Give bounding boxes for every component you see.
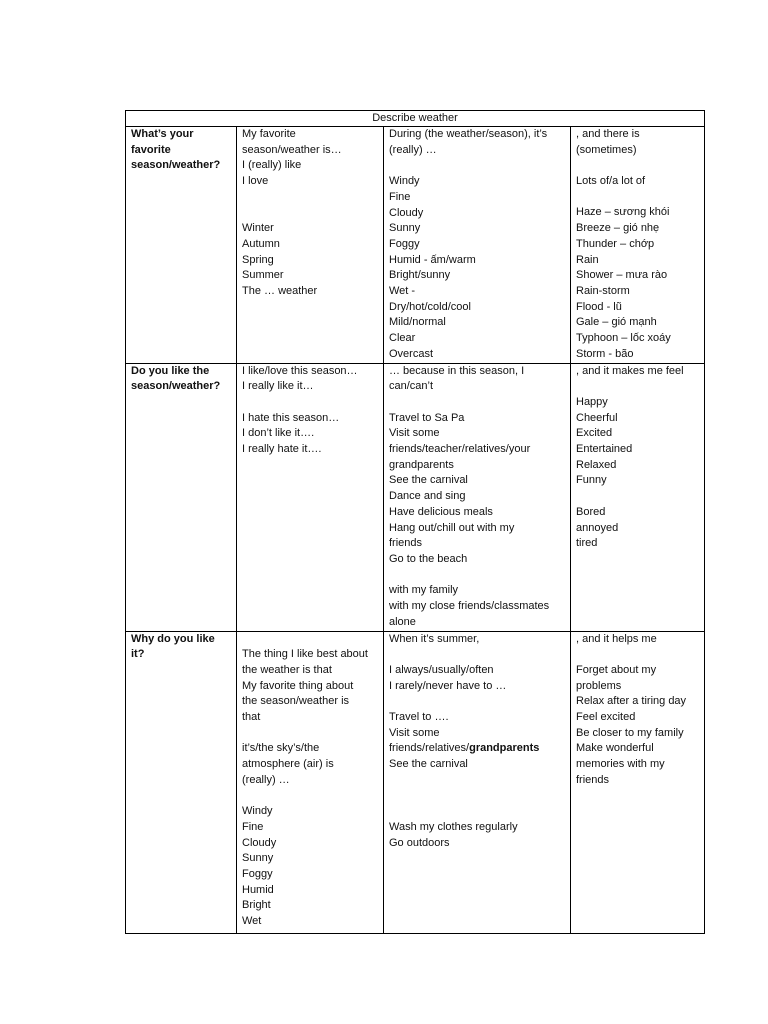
list-item: Summer bbox=[242, 269, 284, 282]
blank-line bbox=[389, 395, 565, 411]
reason-cell bbox=[384, 127, 571, 364]
list-item: I hate this season… bbox=[242, 411, 340, 424]
blank-line bbox=[389, 773, 565, 789]
list-item: atmosphere (air) is bbox=[242, 758, 334, 771]
list-item: Windy bbox=[389, 175, 420, 188]
list-item: Excited bbox=[576, 427, 613, 440]
sentence-starter-cell bbox=[237, 363, 384, 631]
list-item: Hang out/chill out with my bbox=[389, 521, 515, 534]
list-item: can/can’t bbox=[389, 380, 434, 393]
list-item: Wet - bbox=[389, 285, 416, 298]
list-item: During (the weather/season), it’s bbox=[389, 128, 548, 140]
list-item: friends/relatives/grandparents bbox=[389, 742, 540, 755]
list-item: with my close friends/classmates bbox=[389, 600, 550, 613]
list-item: I really hate it…. bbox=[242, 443, 322, 456]
table-row bbox=[126, 127, 705, 364]
list-item: Visit some bbox=[389, 726, 440, 739]
list-item: Bright/sunny bbox=[389, 269, 451, 282]
list-item: problems bbox=[576, 679, 622, 692]
list-item: The thing I like best about bbox=[242, 648, 368, 661]
list-item: Bright bbox=[242, 899, 271, 912]
blank-line bbox=[389, 804, 565, 820]
list-item: Breeze – gió nhẹ bbox=[576, 222, 660, 235]
list-item: Relaxed bbox=[576, 458, 617, 471]
list-item: Flood - lũ bbox=[576, 300, 622, 313]
question-cell bbox=[126, 631, 237, 933]
list-item: Make wonderful bbox=[576, 742, 654, 755]
question-text: Do you like the season/weather? bbox=[131, 364, 221, 393]
list-item: Clear bbox=[389, 332, 416, 345]
list-item: Dry/hot/cold/cool bbox=[389, 300, 471, 313]
list-item: Mild/normal bbox=[389, 316, 446, 329]
list-item: grandparents bbox=[389, 458, 454, 471]
table-title: Describe weather bbox=[126, 111, 705, 127]
list-item: … because in this season, I bbox=[389, 364, 525, 377]
blank-line bbox=[242, 395, 378, 411]
list-item: , and there is bbox=[576, 128, 640, 140]
blank-line bbox=[389, 568, 565, 584]
blank-line bbox=[389, 789, 565, 805]
table-title-row bbox=[126, 111, 705, 127]
weather-vocabulary-table bbox=[125, 110, 705, 934]
list-item: the weather is that bbox=[242, 663, 332, 676]
blank-line bbox=[242, 206, 378, 222]
list-item: Fine bbox=[242, 820, 264, 833]
list-item: Entertained bbox=[576, 443, 633, 456]
reason-cell bbox=[384, 631, 571, 933]
list-item: I really like it… bbox=[242, 380, 314, 393]
list-item: Gale – gió mạnh bbox=[576, 316, 657, 329]
list-item: (sometimes) bbox=[576, 143, 637, 156]
list-item: I love bbox=[242, 175, 269, 188]
list-item: I rarely/never have to … bbox=[389, 679, 507, 692]
list-item: Wash my clothes regularly bbox=[389, 820, 518, 833]
list-item: , and it helps me bbox=[576, 632, 657, 645]
sentence-starter-cell bbox=[237, 127, 384, 364]
question-cell bbox=[126, 363, 237, 631]
list-item: Relax after a tiring day bbox=[576, 695, 687, 708]
list-item: Bored bbox=[576, 505, 606, 518]
list-item: I like/love this season… bbox=[242, 364, 358, 377]
list-item: Typhoon – lốc xoáy bbox=[576, 332, 671, 345]
bold-word: grandparents bbox=[469, 742, 540, 755]
list-item: Cloudy bbox=[242, 836, 277, 849]
blank-line bbox=[242, 632, 378, 648]
list-item: Overcast bbox=[389, 347, 434, 360]
list-item: with my family bbox=[389, 584, 459, 597]
table-row bbox=[126, 631, 705, 933]
list-item: Feel excited bbox=[576, 711, 636, 724]
list-item: season/weather is… bbox=[242, 143, 342, 156]
list-item: Sunny bbox=[389, 222, 421, 235]
list-item: Spring bbox=[242, 253, 274, 266]
vocabulary-cell bbox=[571, 127, 705, 364]
list-item: (really) … bbox=[242, 773, 290, 786]
list-item: Humid - ấm/warm bbox=[389, 253, 476, 266]
question-text: What’s your favorite season/weather? bbox=[131, 128, 221, 172]
list-item: Cloudy bbox=[389, 206, 424, 219]
list-item: Lots of/a lot of bbox=[576, 175, 646, 188]
list-item: Autumn bbox=[242, 237, 280, 250]
list-item: My favorite thing about bbox=[242, 679, 354, 692]
list-item: See the carnival bbox=[389, 758, 468, 771]
vocabulary-cell bbox=[571, 363, 705, 631]
list-item: Have delicious meals bbox=[389, 505, 493, 518]
list-item: When it’s summer, bbox=[389, 632, 480, 645]
list-item: Happy bbox=[576, 395, 608, 408]
list-item: Dance and sing bbox=[389, 490, 466, 503]
list-item: Go outdoors bbox=[389, 836, 450, 849]
list-item: Windy bbox=[242, 805, 273, 818]
list-item: The … weather bbox=[242, 285, 318, 297]
list-item: Forget about my bbox=[576, 663, 657, 676]
list-item: See the carnival bbox=[389, 474, 468, 487]
blank-line bbox=[576, 158, 699, 174]
list-item: friends/teacher/relatives/your bbox=[389, 443, 531, 456]
blank-line bbox=[242, 726, 378, 742]
list-item: Winter bbox=[242, 222, 274, 235]
list-item: annoyed bbox=[576, 521, 619, 534]
list-item: Shower – mưa rào bbox=[576, 269, 668, 282]
list-item: it’s/the sky’s/the bbox=[242, 742, 320, 755]
sentence-starter-cell bbox=[237, 631, 384, 933]
blank-line bbox=[242, 190, 378, 206]
list-item: I don’t like it…. bbox=[242, 427, 315, 440]
blank-line bbox=[576, 379, 699, 395]
list-item: Thunder – chớp bbox=[576, 237, 655, 250]
list-item: , and it makes me feel bbox=[576, 364, 684, 377]
question-text: Why do you like it? bbox=[131, 632, 215, 661]
list-item: I (really) like bbox=[242, 159, 302, 172]
vocabulary-cell bbox=[571, 631, 705, 933]
list-item: Foggy bbox=[389, 237, 420, 250]
question-cell bbox=[126, 127, 237, 364]
list-item: Travel to Sa Pa bbox=[389, 411, 465, 424]
table-row bbox=[126, 363, 705, 631]
list-item: the season/weather is bbox=[242, 695, 350, 708]
list-item: I always/usually/often bbox=[389, 663, 494, 676]
list-item: Visit some bbox=[389, 427, 440, 440]
blank-line bbox=[389, 158, 565, 174]
list-item: Rain-storm bbox=[576, 285, 630, 297]
list-item: Go to the beach bbox=[389, 552, 468, 565]
list-item: Wet bbox=[242, 915, 262, 928]
list-item: My favorite bbox=[242, 128, 296, 140]
list-item: Be closer to my family bbox=[576, 726, 684, 739]
list-item: Rain bbox=[576, 253, 599, 266]
list-item: tired bbox=[576, 537, 598, 550]
list-item: Cheerful bbox=[576, 411, 618, 424]
blank-line bbox=[576, 647, 699, 663]
list-item: Humid bbox=[242, 883, 274, 896]
blank-line bbox=[389, 647, 565, 663]
list-item: that bbox=[242, 711, 261, 724]
blank-line bbox=[576, 190, 699, 206]
list-item: Funny bbox=[576, 474, 607, 487]
list-item: memories with my bbox=[576, 758, 665, 771]
list-item: Foggy bbox=[242, 868, 273, 881]
blank-line bbox=[576, 489, 699, 505]
blank-line bbox=[242, 789, 378, 805]
list-item: Storm - bão bbox=[576, 347, 634, 360]
list-item: Sunny bbox=[242, 852, 274, 865]
reason-cell bbox=[384, 363, 571, 631]
list-item: friends bbox=[576, 773, 610, 786]
list-item: Haze – sương khói bbox=[576, 206, 670, 219]
list-item: (really) … bbox=[389, 143, 437, 156]
list-item: Fine bbox=[389, 190, 411, 203]
list-item: alone bbox=[389, 615, 416, 628]
list-item: friends bbox=[389, 537, 423, 550]
list-item: Travel to …. bbox=[389, 711, 449, 724]
blank-line bbox=[389, 694, 565, 710]
